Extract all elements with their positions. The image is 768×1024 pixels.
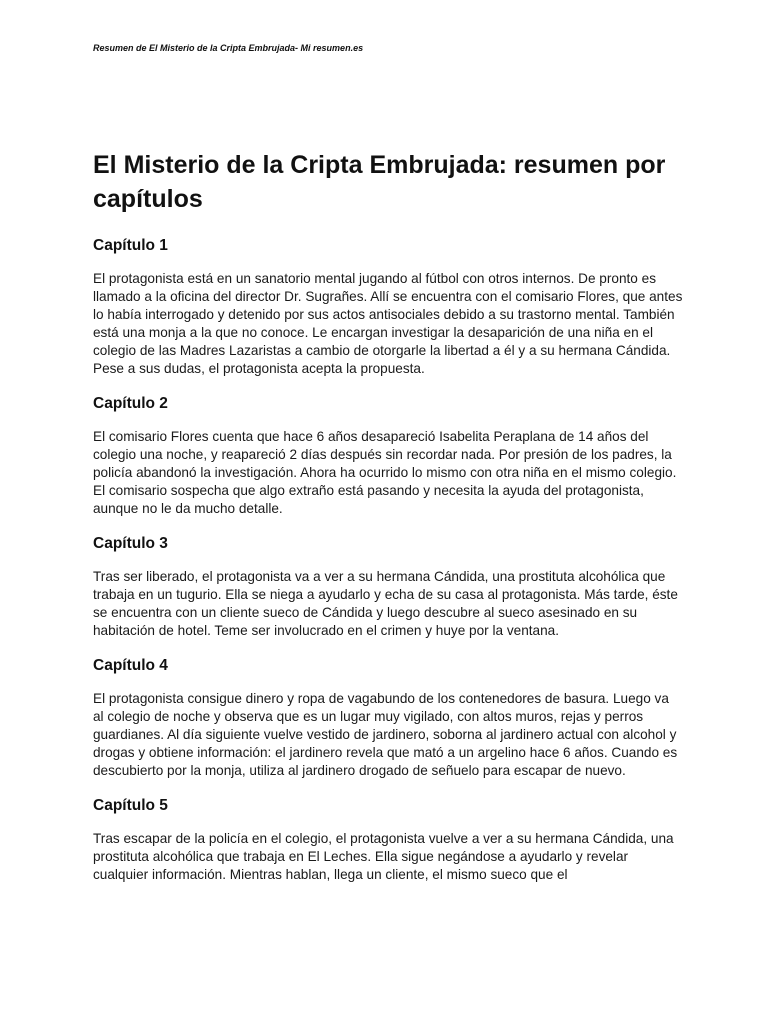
chapter-heading: Capítulo 5	[93, 797, 168, 814]
chapter-paragraph: El comisario Flores cuenta que hace 6 años desapareció Isabelita Peraplana de 14 años del colegio una noche, y reapareció 2 días después sin recordar nada. Por presión de los padres, la policía abandonó la investigación. Ahora ha ocurrido lo mismo con otra niña en el mismo colegio. El comisario sospecha que algo extraño está pasando y necesita la ayuda del protagonista, aunque no le da mucho detalle.	[93, 429, 677, 516]
document-title: El Misterio de la Cripta Embrujada: resumen por capítulos	[93, 151, 666, 213]
document-body	[93, 148, 683, 900]
chapter-section	[93, 534, 683, 640]
chapter-heading: Capítulo 4	[93, 657, 168, 674]
running-header: Resumen de El Misterio de la Cripta Embrujada- Mi resumen.es	[93, 43, 364, 53]
chapter-section	[93, 656, 683, 780]
chapter-heading: Capítulo 2	[93, 395, 168, 412]
chapter-section	[93, 796, 683, 884]
chapter-paragraph: Tras ser liberado, el protagonista va a ver a su hermana Cándida, una prostituta alcohólica que trabaja en un tugurio. Ella se niega a ayudarlo y echa de su casa al protagonista. Más tarde, éste se encuentra con un cliente sueco de Cándida y luego descubre al sueco asesinado en su habitación de hotel. Teme ser involucrado en el crimen y huye por la ventana.	[93, 569, 678, 638]
chapter-paragraph: Tras escapar de la policía en el colegio, el protagonista vuelve a ver a su hermana Cándida, una prostituta alcohólica que trabaja en El Leches. Ella sigue negándose a ayudarlo y revelar cualquier información. Mientras hablan, llega un cliente, el mismo sueco que el	[93, 831, 674, 882]
chapter-heading: Capítulo 3	[93, 535, 168, 552]
chapter-section	[93, 236, 683, 378]
chapter-section	[93, 394, 683, 518]
chapter-heading: Capítulo 1	[93, 237, 168, 254]
chapter-paragraph: El protagonista está en un sanatorio mental jugando al fútbol con otros internos. De pronto es llamado a la oficina del director Dr. Sugrañes. Allí se encuentra con el comisario Flores, que antes lo había interrogado y detenido por sus actos antisociales debido a su trastorno mental. También está una monja a la que no conoce. Le encargan investigar la desaparición de una niña en el colegio de las Madres Lazaristas a cambio de otorgarle la libertad a él y a su hermana Cándida. Pese a sus dudas, el protagonista acepta la propuesta.	[93, 271, 683, 376]
chapter-paragraph: El protagonista consigue dinero y ropa de vagabundo de los contenedores de basura. Luego va al colegio de noche y observa que es un lugar muy vigilado, con altos muros, rejas y perros guardianes. Al día siguiente vuelve vestido de jardinero, soborna al jardinero actual con alcohol y drogas y obtiene información: el jardinero revela que mató a un argelino hace 6 años. Cuando es descubierto por la monja, utiliza al jardinero drogado de señuelo para escapar de nuevo.	[93, 691, 678, 778]
